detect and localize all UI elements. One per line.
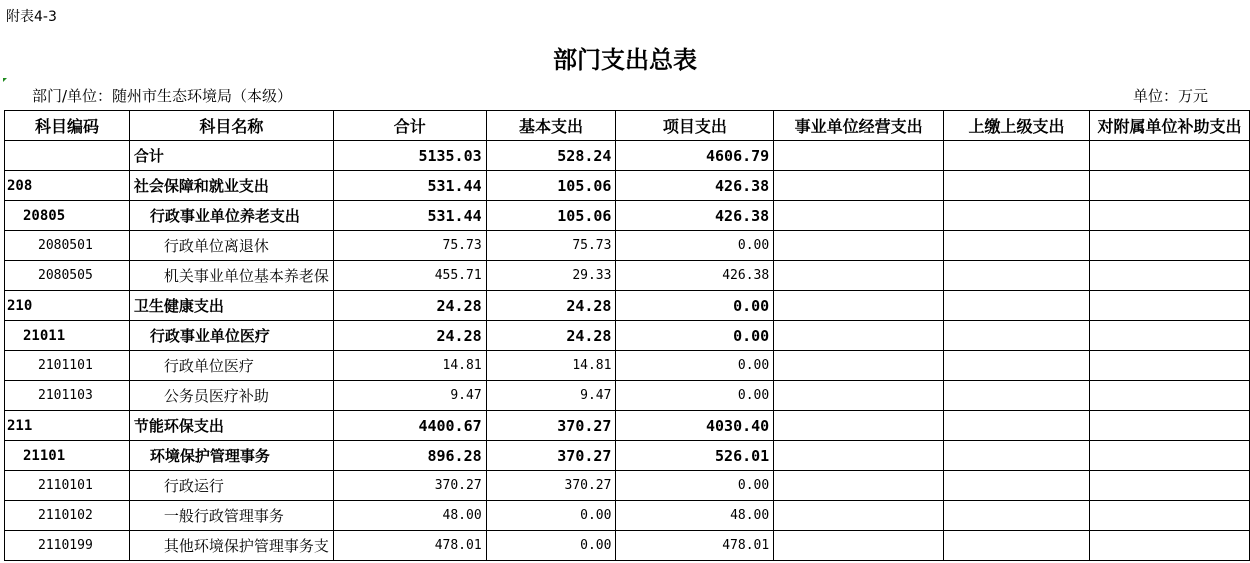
amount-cell[interactable]	[944, 141, 1090, 171]
amount-cell[interactable]: 0.00	[616, 351, 774, 381]
subject-name-cell[interactable]: 社会保障和就业支出	[129, 171, 333, 201]
amount-cell[interactable]	[944, 201, 1090, 231]
column-header[interactable]: 基本支出	[486, 111, 616, 141]
subject-code-cell[interactable]: 2101103	[5, 381, 130, 411]
amount-cell[interactable]: 24.28	[486, 321, 616, 351]
amount-cell[interactable]	[1089, 471, 1249, 501]
amount-cell[interactable]	[1089, 201, 1249, 231]
subject-name-cell[interactable]: 一般行政管理事务	[129, 501, 333, 531]
amount-cell[interactable]: 75.73	[486, 231, 616, 261]
amount-cell[interactable]: 29.33	[486, 261, 616, 291]
amount-cell[interactable]	[944, 531, 1090, 561]
table-row	[5, 411, 1250, 441]
amount-cell[interactable]	[774, 531, 944, 561]
amount-cell[interactable]	[774, 201, 944, 231]
table-row	[5, 351, 1250, 381]
amount-cell[interactable]	[944, 441, 1090, 471]
subject-code-cell[interactable]: 2080501	[5, 231, 130, 261]
amount-cell[interactable]	[1089, 381, 1249, 411]
amount-cell[interactable]: 105.06	[486, 171, 616, 201]
amount-cell[interactable]: 455.71	[333, 261, 486, 291]
subject-code-cell[interactable]: 211	[5, 411, 130, 441]
amount-cell[interactable]	[944, 171, 1090, 201]
column-header[interactable]: 事业单位经营支出	[774, 111, 944, 141]
amount-cell[interactable]: 4030.40	[616, 411, 774, 441]
subject-code-cell[interactable]: 210	[5, 291, 130, 321]
amount-cell[interactable]	[774, 141, 944, 171]
unit-label: 单位：万元	[1132, 87, 1208, 105]
amount-cell[interactable]	[944, 291, 1090, 321]
amount-cell[interactable]: 896.28	[333, 441, 486, 471]
table-row	[5, 231, 1250, 261]
subject-name-cell[interactable]: 公务员医疗补助	[129, 381, 333, 411]
sheet-note: 附表4-3	[6, 9, 57, 25]
amount-cell[interactable]	[1089, 321, 1249, 351]
subject-name-cell[interactable]: 合计	[129, 141, 333, 171]
table-row	[5, 531, 1250, 561]
amount-cell[interactable]: 370.27	[333, 471, 486, 501]
amount-cell[interactable]	[944, 381, 1090, 411]
amount-cell[interactable]: 14.81	[333, 351, 486, 381]
column-header[interactable]: 合计	[333, 111, 486, 141]
amount-cell[interactable]: 0.00	[616, 291, 774, 321]
amount-cell[interactable]: 0.00	[616, 381, 774, 411]
amount-cell[interactable]: 531.44	[333, 201, 486, 231]
amount-cell[interactable]: 0.00	[616, 231, 774, 261]
amount-cell[interactable]	[774, 441, 944, 471]
amount-cell[interactable]	[1089, 531, 1249, 561]
subject-code-cell[interactable]: 2080505	[5, 261, 130, 291]
amount-cell[interactable]	[944, 471, 1090, 501]
amount-cell[interactable]	[1089, 291, 1249, 321]
column-header[interactable]: 上缴上级支出	[944, 111, 1090, 141]
subject-code-cell[interactable]: 2110101	[5, 471, 130, 501]
amount-cell[interactable]: 48.00	[333, 501, 486, 531]
subject-name-cell[interactable]: 行政事业单位养老支出	[129, 201, 333, 231]
amount-cell[interactable]: 370.27	[486, 471, 616, 501]
amount-cell[interactable]	[1089, 441, 1249, 471]
subject-code-cell[interactable]: 21011	[5, 321, 130, 351]
amount-cell[interactable]	[1089, 261, 1249, 291]
amount-cell[interactable]	[944, 351, 1090, 381]
subject-code-cell[interactable]: 2110199	[5, 531, 130, 561]
amount-cell[interactable]: 4606.79	[616, 141, 774, 171]
column-header[interactable]: 科目编码	[5, 111, 130, 141]
amount-cell[interactable]: 14.81	[486, 351, 616, 381]
amount-cell[interactable]: 426.38	[616, 171, 774, 201]
amount-cell[interactable]	[774, 171, 944, 201]
subject-code-cell[interactable]: 2110102	[5, 501, 130, 531]
table-row	[5, 321, 1250, 351]
table-row	[5, 201, 1250, 231]
amount-cell[interactable]: 24.28	[333, 321, 486, 351]
amount-cell[interactable]	[774, 381, 944, 411]
table-row	[5, 471, 1250, 501]
amount-cell[interactable]: 526.01	[616, 441, 774, 471]
table-row	[5, 141, 1250, 171]
subject-code-cell[interactable]: 21101	[5, 441, 130, 471]
amount-cell[interactable]	[1089, 501, 1249, 531]
table-row	[5, 441, 1250, 471]
subject-code-cell[interactable]: 20805	[5, 201, 130, 231]
table-row	[5, 171, 1250, 201]
amount-cell[interactable]	[944, 411, 1090, 441]
cell-marker-icon	[3, 78, 7, 82]
department-label: 部门/单位：随州市生态环境局（本级）	[32, 87, 293, 105]
amount-cell[interactable]	[944, 261, 1090, 291]
subject-name-cell[interactable]: 卫生健康支出	[129, 291, 333, 321]
subject-name-cell[interactable]: 行政事业单位医疗	[129, 321, 333, 351]
amount-cell[interactable]: 426.38	[616, 261, 774, 291]
amount-cell[interactable]: 105.06	[486, 201, 616, 231]
amount-cell[interactable]: 24.28	[333, 291, 486, 321]
amount-cell[interactable]: 5135.03	[333, 141, 486, 171]
amount-cell[interactable]: 0.00	[616, 321, 774, 351]
amount-cell[interactable]	[774, 501, 944, 531]
subject-code-cell[interactable]: 208	[5, 171, 130, 201]
amount-cell[interactable]: 9.47	[486, 381, 616, 411]
subject-code-cell[interactable]: 2101101	[5, 351, 130, 381]
amount-cell[interactable]	[1089, 141, 1249, 171]
amount-cell[interactable]	[1089, 171, 1249, 201]
subject-code-cell[interactable]	[5, 141, 130, 171]
amount-cell[interactable]: 75.73	[333, 231, 486, 261]
amount-cell[interactable]	[1089, 231, 1249, 261]
amount-cell[interactable]	[1089, 411, 1249, 441]
subject-name-cell[interactable]: 行政单位离退休	[129, 231, 333, 261]
amount-cell[interactable]: 9.47	[333, 381, 486, 411]
subject-name-cell[interactable]: 行政运行	[129, 471, 333, 501]
amount-cell[interactable]: 48.00	[616, 501, 774, 531]
amount-cell[interactable]	[774, 321, 944, 351]
subject-name-cell[interactable]: 行政单位医疗	[129, 351, 333, 381]
amount-cell[interactable]: 0.00	[616, 471, 774, 501]
amount-cell[interactable]: 24.28	[486, 291, 616, 321]
amount-cell[interactable]: 0.00	[486, 501, 616, 531]
amount-cell[interactable]: 0.00	[486, 531, 616, 561]
column-header[interactable]: 项目支出	[616, 111, 774, 141]
expenditure-table	[4, 110, 1250, 561]
table-row	[5, 381, 1250, 411]
amount-cell[interactable]: 531.44	[333, 171, 486, 201]
amount-cell[interactable]: 478.01	[616, 531, 774, 561]
amount-cell[interactable]: 370.27	[486, 441, 616, 471]
subject-name-cell[interactable]: 机关事业单位基本养老保	[129, 261, 333, 291]
table-row	[5, 261, 1250, 291]
amount-cell[interactable]: 370.27	[486, 411, 616, 441]
amount-cell[interactable]: 478.01	[333, 531, 486, 561]
table-row	[5, 291, 1250, 321]
amount-cell[interactable]	[1089, 351, 1249, 381]
column-header[interactable]: 对附属单位补助支出	[1089, 111, 1249, 141]
amount-cell[interactable]	[774, 261, 944, 291]
table-header-row	[5, 111, 1250, 141]
amount-cell[interactable]: 426.38	[616, 201, 774, 231]
subject-name-cell[interactable]: 节能环保支出	[129, 411, 333, 441]
table-row	[5, 501, 1250, 531]
page-title: 部门支出总表	[553, 45, 697, 74]
amount-cell[interactable]: 528.24	[486, 141, 616, 171]
column-header[interactable]: 科目名称	[129, 111, 333, 141]
subject-name-cell[interactable]: 其他环境保护管理事务支	[129, 531, 333, 561]
subject-name-cell[interactable]: 环境保护管理事务	[129, 441, 333, 471]
amount-cell[interactable]	[774, 351, 944, 381]
amount-cell[interactable]	[944, 231, 1090, 261]
amount-cell[interactable]: 4400.67	[333, 411, 486, 441]
amount-cell[interactable]	[774, 231, 944, 261]
amount-cell[interactable]	[774, 291, 944, 321]
amount-cell[interactable]	[774, 471, 944, 501]
amount-cell[interactable]	[944, 501, 1090, 531]
amount-cell[interactable]	[944, 321, 1090, 351]
amount-cell[interactable]	[774, 411, 944, 441]
